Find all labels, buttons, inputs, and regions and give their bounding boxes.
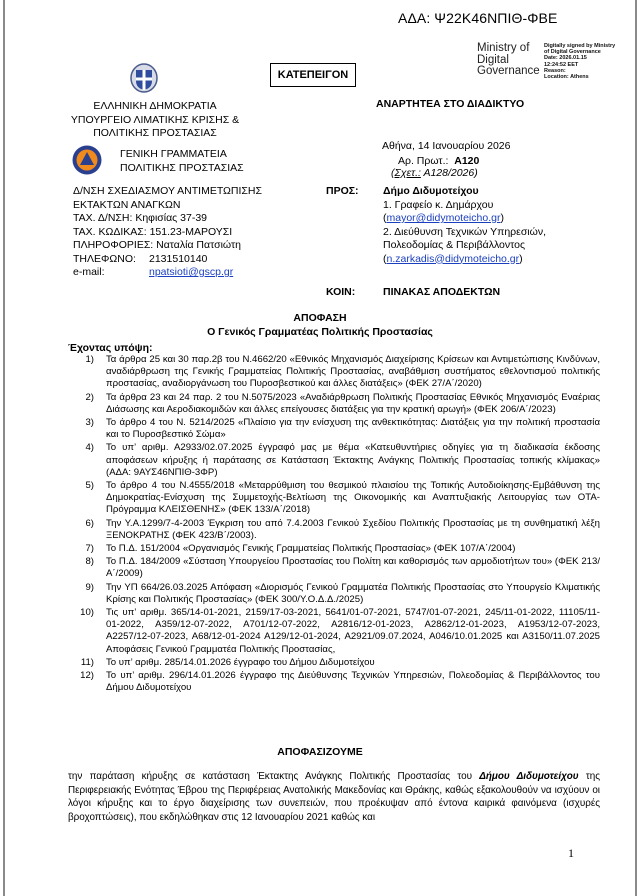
department-name: Δ/ΝΣΗ ΣΧΕΔΙΑΣΜΟΥ ΑΝΤΙΜΕΤΩΠΙΣΗΣ [73, 185, 262, 197]
recipients-block [383, 185, 546, 266]
body-text: της Περιφερειακής Ενότητας Έβρου της Περιφέρειας Ανατολικής Μακεδονίας και Θράκης, καθώς εξακολουθούν να ισχύουν οι λόγοι κήρυξης και το έργο διαχείρισης των συνεπειών, που προέκυψαν από έντονα καιρικά φαινόμενα (ισχυρές βροχοπτώσεις), που εκδηλώθηκαν στις 12 Ιανουαρίου 2021 καθώς και [68, 771, 600, 823]
recipient-email-row: (n.zarkadis@didymoteicho.gr) [383, 252, 523, 265]
item-text: Τα άρθρα 23 και 24 παρ. 2 του Ν.5075/2023 «Αναδιάρθρωση Πολιτικής Προστασίας Εθνικός Μηχανισμός Εναέριας Διάσωσης και Αεροδιακομιδών και άλλες επείγουσες διατάξεις για την κρατική αρωγή» (ΦΕΚ 206/Α΄/2023) [106, 391, 600, 415]
department-name: ΕΚΤΑΚΤΩΝ ΑΝΑΓΚΩΝ [73, 198, 181, 211]
recipients-label: ΠΡΟΣ: [326, 185, 359, 197]
recipient-name: Δήμο Διδυμοτείχου [383, 185, 479, 197]
related-label: Σχετ.: [394, 167, 421, 179]
item-number: 8) [85, 556, 94, 568]
phone-label: ΤΗΛΕΦΩΝΟ: [73, 252, 136, 265]
municipality-emphasis: Δήμου Διδυμοτείχου [479, 771, 579, 782]
item-number: 10) [80, 607, 94, 619]
protocol-value: Α120 [454, 155, 480, 167]
consideration-item [72, 417, 600, 441]
recipient-email-link[interactable]: n.zarkadis@didymoteicho.gr [386, 252, 520, 265]
recipient-email-row: (mayor@didymoteicho.gr) [383, 212, 504, 224]
cc-value: ΠΙΝΑΚΑΣ ΑΠΟΔΕΚΤΩΝ [383, 286, 501, 298]
item-text: Την ΥΠ 664/26.03.2025 Απόφαση «Διορισμός Γενικού Γραμματέα Πολιτικής Προστασίας στο Υπουργείο Κλιματικής Κρίσης και Πολιτικής Προστασίας» (ΦΕΚ 300/Υ.Ο.Δ.Δ./2025) [106, 581, 600, 605]
item-number: 2) [85, 391, 94, 403]
signature-detail: Location: Athens [544, 74, 589, 81]
consideration-item [72, 607, 600, 656]
item-number: 4) [85, 442, 94, 454]
secretariat-line: ΓΕΝΙΚΗ ΓΡΑΜΜΑΤΕΙΑ [120, 148, 227, 160]
signature-org-line: Ministry of [477, 42, 530, 54]
signature-org-line: Governance [477, 65, 540, 77]
consideration-item [72, 354, 600, 391]
consideration-item [72, 518, 600, 542]
item-text: Την Υ.Α.1299/7-4-2003 Έγκριση του από 7.4.2003 Γενικού Σχεδίου Πολιτικής Προστασίας με τη συνθηματική λέξη ΞΕΝΟΚΡΑΤΗΣ (ΦΕΚ 423/Β΄/2003). [106, 517, 600, 541]
related-value: Α128/2026 [423, 167, 475, 179]
department-address: ΤΑΧ. Δ/ΝΣΗ: Κηφισίας 37-39 [73, 212, 208, 224]
item-text: Το άρθρο 4 του Ν. 5214/2025 «Πλαίσιο για την ενίσχυση της ανθεκτικότητας: Διατάξεις για την πολιτική προστασία και το Πυροσβεστικό Σώμα» [106, 417, 600, 441]
item-number: 9) [85, 581, 94, 593]
department-info: ΠΛΗΡΟΦΟΡΙΕΣ: Ναταλία Πατσιώτη [73, 239, 241, 251]
item-number: 12) [80, 670, 94, 682]
signature-detail: of Digital Governance [544, 49, 601, 56]
item-text: Το υπ’ αριθμ. Α2933/02.07.2025 έγγραφό μας με θέμα «Κατευθυντήριες οδηγίες για τη διαδικασία έκδοσης αποφάσεων κήρυξης ή παράτασης σε Κατάσταση Έκτακτης Ανάγκης Πολιτικής Προστασίας τοπικής κλίμακας» (ΑΔΑ: 9ΑΥΣ46ΝΠΙΘ-3ΦΡ) [106, 442, 600, 478]
signature-org-line: Digital [477, 53, 509, 66]
item-text: Τα άρθρα 25 και 30 παρ.2β του Ν.4662/20 «Εθνικός Μηχανισμός Διαχείρισης Κρίσεων και Αντιμετώπισης Κινδύνων, αναδιάρθρωση της Γενικής Γραμματείας Πολιτικής Προστασίας, αναβάθμιση συστήματος εθελοντισμού πολιτικής προστασίας, αναδιοργάνωση του Πυροσβεστικού και άλλες διατάξεις» (ΦΕΚ 27/Α΄/2020) [106, 354, 600, 390]
item-text: Τις υπ’ αριθμ. 365/14-01-2021, 2159/17-03-2021, 5641/01-07-2021, 5747/01-07-2021, 245/11-01-2022, 11105/11-01-2022, Α359/12-07-2022, Α701/12-07-2022, Α2816/12-01-2023, Α2862/12-01-2023, Α1953/12-07-2023, Α2257/12-07-2023, Α68/12-01-2024 Α129/12-01-2024, Α2921/09.07.2024, Α046/10.01.2025 και Α3150/11.07.2025 Αποφάσεις Γενικού Γραμματέα Πολιτικής Προστασίας, [106, 607, 600, 655]
item-number: 7) [85, 543, 94, 555]
consideration-item [72, 480, 600, 517]
we-decide-heading: ΑΠΟΦΑΣΙΖΟΥΜΕ [277, 746, 363, 758]
consideration-item [72, 543, 600, 555]
secretariat-name [120, 148, 244, 175]
issuer-line: ΠΟΛΙΤΙΚΗΣ ΠΡΟΣΤΑΣΙΑΣ [93, 127, 217, 139]
recipient-line: 1. Γραφείο κ. Δημάρχου [383, 198, 494, 211]
item-number: 5) [85, 480, 94, 492]
signature-detail: Reason: [544, 67, 566, 74]
issuer-line: ΕΛΛΗΝΙΚΗ ΔΗΜΟΚΡΑΤΙΑ [93, 100, 217, 112]
recipient-email-link[interactable]: mayor@didymoteicho.gr [386, 212, 501, 224]
greek-emblem-icon [130, 63, 158, 93]
item-text: Το Π.Δ. 184/2009 «Σύσταση Υπουργείου Προστασίας του Πολίτη και καθορισμός των αρμοδιοτήτων του» (ΦΕΚ 213/Α΄/2009) [106, 556, 600, 580]
decision-title: ΑΠΟΦΑΣΗ [293, 312, 347, 324]
digital-signature-details [544, 43, 615, 80]
signature-detail: Date: 2026.01.15 [544, 55, 587, 62]
signature-detail: Digitally signed by Ministry [544, 43, 616, 49]
cc-label: ΚΟΙΝ: [326, 286, 356, 298]
recipient-line: Πολεοδομίας & Περιβάλλοντος [383, 239, 526, 251]
item-text: Το υπ’ αριθμ. 285/14.01.2026 έγγραφο του Δήμου Διδυμοτείχου [106, 656, 375, 668]
item-text: Το υπ’ αριθμ. 296/14.01.2026 έγγραφο της Διεύθυνσης Τεχνικών Υπηρεσιών, Πολεοδομίας & Περιβάλλοντος του Δήμου Διδυμοτείχου [106, 670, 600, 694]
department-email-row [73, 266, 262, 280]
ada-code: ΑΔΑ: Ψ22Κ46ΝΠΙΘ-ΦΒΕ [398, 10, 558, 26]
having-seen-heading: Έχοντας υπόψη: [68, 342, 153, 354]
item-number: 3) [85, 417, 94, 429]
department-block [73, 185, 262, 280]
phone-value: 2131510140 [149, 252, 208, 265]
protocol-label: Αρ. Πρωτ.: [398, 155, 449, 167]
consideration-item [72, 657, 600, 669]
considerations-list [72, 354, 600, 695]
consideration-item [72, 392, 600, 416]
signature-org [477, 43, 540, 78]
item-number: 11) [80, 656, 94, 668]
page-number: 1 [568, 846, 574, 860]
document-date: Αθήνα, 14 Ιανουαρίου 2026 [382, 140, 511, 152]
signature-detail: 12:24:52 EET [544, 61, 579, 68]
urgent-box: ΚΑΤΕΠΕΙΓΟΝ [270, 63, 356, 87]
item-text: Το άρθρο 4 του Ν.4555/2018 «Μεταρρύθμιση του θεσμικού πλαισίου της Τοπικής Αυτοδιοίκησης-Εμβάθυνση της Δημοκρατίας-Ενίσχυση της Συμμετοχής-Βελτίωση της Οικονομικής και Αναπτυξιακής Λειτουργίας των ΟΤΑ-Πρόγραμμα ΚΛΕΙΣΘΕΝΗΣ» (ΦΕΚ 133/Α΄/2018) [106, 480, 600, 516]
item-text: Το Π.Δ. 151/2004 «Οργανισμός Γενικής Γραμματείας Πολιτικής Προστασίας» (ΦΕΚ 107/Α΄/2004) [106, 543, 516, 555]
recipient-line: 2. Διεύθυνση Τεχνικών Υπηρεσιών, [383, 225, 546, 238]
email-label: e-mail: [73, 266, 105, 278]
decision-subtitle: Ο Γενικός Γραμματέας Πολιτικής Προστασίας [207, 326, 433, 338]
consideration-item [72, 582, 600, 606]
email-link[interactable]: npatsioti@gscp.gr [149, 266, 234, 278]
civil-protection-logo-icon [72, 145, 102, 175]
item-number: 6) [85, 517, 94, 529]
item-number: 1) [85, 354, 94, 365]
department-phone-row [73, 253, 262, 267]
decision-body [68, 770, 600, 824]
issuer-line: ΥΠΟΥΡΓΕΙΟ ΛΙΜΑΤΙΚΗΣ ΚΡΙΣΗΣ & [70, 113, 240, 126]
issuer-block [60, 100, 250, 141]
consideration-item [72, 670, 600, 694]
consideration-item [72, 556, 600, 580]
related-reference: (Σχετ.: Α128/2026) [391, 167, 478, 179]
body-text: την παράταση κήρυξης σε κατάσταση Έκτακτης Ανάγκης Πολιτικής Προστασίας του [68, 771, 480, 782]
secretariat-line: ΠΟΛΙΤΙΚΗΣ ΠΡΟΣΤΑΣΙΑΣ [120, 161, 244, 174]
department-postal: ΤΑΧ. ΚΩΔΙΚΑΣ: 151.23-ΜΑΡΟΥΣΙ [73, 225, 233, 238]
posting-note: ΑΝΑΡΤΗΤΕΑ ΣΤΟ ΔΙΑΔΙΚΤΥΟ [376, 98, 525, 110]
consideration-item [72, 442, 600, 479]
